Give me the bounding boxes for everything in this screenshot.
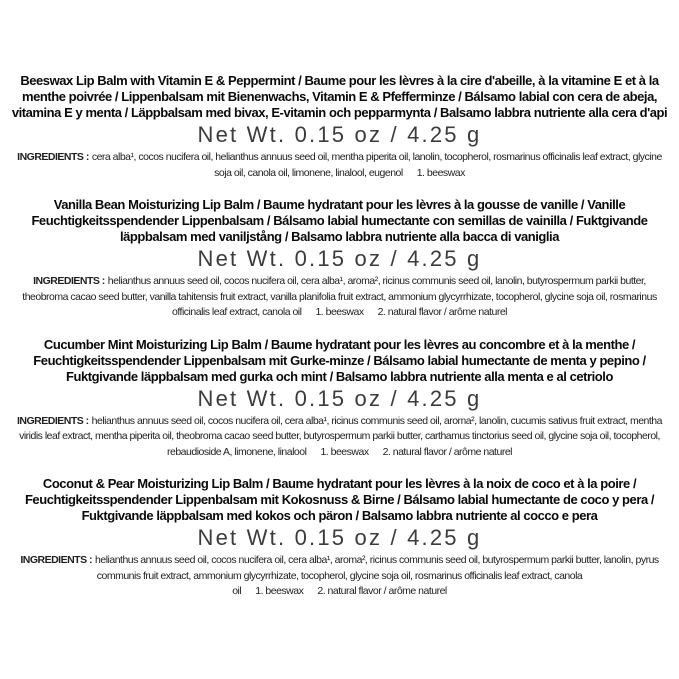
ingredients — [11, 553, 668, 600]
footnote: 2. natural flavor / arôme naturel — [377, 306, 507, 318]
ingredients-list: helianthus annuus seed oil, cocos nucifera oil, cera alba¹, ricinus communis seed oil, aroma², lanolin, cucumis sativus fruit extract, mentha viridis leaf extract, mentha piperita oil, theobroma cacao seed butter, butyrospermum parkii butter, carthamus tinctorius seed oil, glycine soja oil, tocopherol, rebaudioside A, limonene, linalool — [19, 414, 662, 458]
ingredients-label: INGREDIENTS : — [17, 151, 89, 163]
net-weight: Net Wt. 0.15 oz / 4.25 g — [197, 525, 482, 550]
product-title: Vanilla Bean Moisturizing Lip Balm / Baume hydratant pour les lèvres à la gousse de vanille / Vanille Feuchtigkeitsspendender Lippenbalsam / Bálsamo labial humectante con semillas de vainilla / Fuktgivande läppbalsam med vaniljstång / Balsamo labbra nutriente alla bacca di vaniglia — [31, 197, 648, 244]
net-weight: Net Wt. 0.15 oz / 4.25 g — [197, 122, 482, 147]
footnote: 1. beeswax — [255, 585, 304, 597]
product-title: Coconut & Pear Moisturizing Lip Balm / Baume hydratant pour les lèvres à la noix de coco et à la poire / Feuchtigkeitsspendender Lippenbalsam mit Kokosnuss & Birne / Bálsamo labial humectante de coco y pera / Fuktgivande läppbalsam med kokos och päron / Balsamo labbra nutriente al cocco e pera — [24, 476, 655, 523]
ingredients — [11, 414, 668, 461]
ingredients — [11, 150, 668, 181]
ingredients-list: cera alba¹, cocos nucifera oil, helianthus annuus seed oil, mentha piperita oil, lanolin, tocopherol, rosmarinus officinalis leaf extract, glycine soja oil, canola oil, limonene, linalool, eugenol — [91, 151, 662, 179]
product-title: Beeswax Lip Balm with Vitamin E & Peppermint / Baume pour les lèvres à la cire d'abeille, à la vitamine E et à la menthe poivrée / Lippenbalsam mit Bienenwachs, Vitamin E & Pfefferminze / Bálsamo labial con cera de abeja, vitamina E y menta / Läppbalsam med bivax, E-vitamin och pepparmynta / Balsamo labbra nutriente alla cera d'api — [11, 73, 668, 120]
ingredients-list: helianthus annuus seed oil, cocos nucifera oil, cera alba¹, aroma², ricinus communis seed oil, lanolin, butyrospermum parkii butter, theobroma cacao seed butter, vanilla tahitensis fruit extract, vanilla planifolia fruit extract, ammonium glycyrrhizate, tocopherol, glycine soja oil, rosmarinus officinalis leaf extract, canola oil — [22, 275, 657, 318]
footnote: 1. beeswax — [315, 306, 364, 318]
footnote: 1. beeswax — [416, 166, 465, 179]
product-section-vanilla-bean — [11, 197, 668, 321]
product-section-coconut-pear — [11, 476, 668, 600]
footnote: 2. natural flavor / arôme naturel — [317, 585, 447, 597]
ingredients — [11, 274, 668, 321]
net-weight: Net Wt. 0.15 oz / 4.25 g — [197, 246, 482, 271]
footnote: 2. natural flavor / arôme naturel — [382, 445, 512, 458]
ingredients-list: helianthus annuus seed oil, cocos nucifera oil, cera alba¹, aroma², ricinus communis seed oil, butyrospermum parkii butter, lanolin, pyrus communis fruit extract, ammonium glycyrrhizate, tocopherol, glycine soja oil, rosmarinus officinalis leaf extract, canola oil — [95, 554, 659, 597]
product-section-beeswax-peppermint — [11, 73, 668, 181]
ingredients-label: INGREDIENTS : — [17, 414, 89, 427]
product-title: Cucumber Mint Moisturizing Lip Balm / Baume hydratant pour les lèvres au concombre et à la menthe / Feuchtigkeitsspendender Lippenbalsam mit Gurke-minze / Bálsamo labial humectante de menta y pepino / Fuktgivande läppbalsam med gurka och mint / Balsamo labbra nutriente alla menta e al cetriolo — [33, 336, 646, 384]
net-weight: Net Wt. 0.15 oz / 4.25 g — [197, 385, 482, 411]
ingredients-label: INGREDIENTS : — [20, 554, 93, 566]
ingredients-label: INGREDIENTS : — [33, 275, 105, 287]
product-section-cucumber-mint — [11, 337, 668, 461]
footnote: 1. beeswax — [320, 445, 369, 458]
